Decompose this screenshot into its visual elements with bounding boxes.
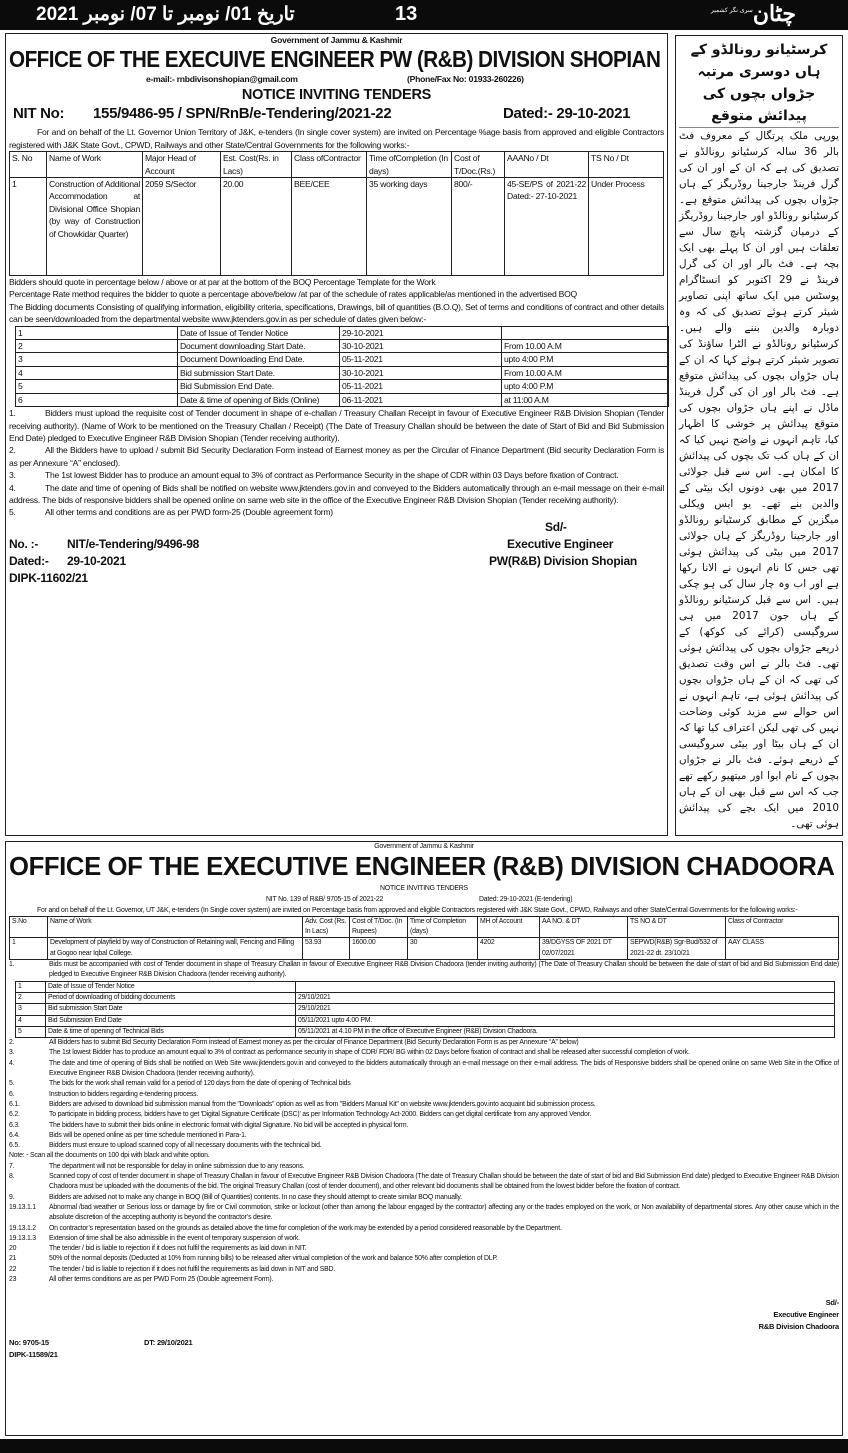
schedule-cell: 5 — [16, 1026, 46, 1037]
table-cell: 4202 — [478, 938, 540, 960]
schedule-cell: 30-10-2021 — [340, 340, 502, 353]
condition-text: Bidders must upload the requisite cost of Tender document in shape of e-challan / Treasury Challan Receipt in favour of Executive Engineer R&B Division Shopian (Tender receiving authority). (Name of Work to be mentioned on the Treasury Challan / Receipt) (The Date of Treasury Challan should be between the date of Start of Bid and Bid Submission End Date) pledged to Executive Engineer R&B Division Shopian (Tender receiving authority). — [9, 408, 664, 443]
top-section — [0, 33, 848, 836]
condition-number: 9. — [9, 1193, 15, 1201]
schedule-cell: 29/10/2021 — [296, 992, 835, 1003]
conditions-list — [9, 407, 664, 519]
column-header: Name of Work — [48, 916, 303, 938]
condition-text: Scanned copy of cost of tender document in shape of Treasury Challan in favour of Executive Engineer R&B Division Chadoora (The date of Treasury Challan should be between the date of start of bid and Bid Submission End date) pledged to Executive Engineer R&B Division Chadoora must be uploaded with the documents of the bid. The original Treasury Challan (cost of tender document), and other relevant bid documents shall be obtained from the lowest bidder before the fixation of contract. — [49, 1173, 839, 1191]
condition-item — [9, 1100, 839, 1110]
condition-text: The bids for the work shall remain valid for a period of 120 days from the date of opening of Technical bids — [49, 1080, 351, 1088]
schedule-cell: From 10.00 A.M — [502, 366, 669, 379]
column-header: Major Head of Account — [143, 152, 221, 178]
schedule-cell: 05/11/2021 at 4.10 PM in the office of Executive Engineer (R&B) Division Chadoora. — [296, 1026, 835, 1037]
nit-date: Dated: 29-10-2021 (E-tendering) — [479, 895, 573, 903]
schedule-cell: 5 — [16, 380, 178, 393]
schedule-table — [15, 326, 669, 407]
schedule-cell: Document Downloading End Date. — [178, 353, 340, 366]
condition-item — [9, 1162, 839, 1172]
column-header: TS No / Dt — [589, 152, 664, 178]
nit-label: NIT No: — [13, 105, 65, 123]
notice-title: OFFICE OF THE EXECUIVE ENGINEER PW (R&B) DIVISION SHOPIAN — [9, 46, 661, 73]
intro-paragraph: For and on behalf of the Lt. Governor Union Territory of J&K, e-tenders (In single cover system) are invited on Percentage %age basis from approved and eligible Contractors registered with J&K State Govt., CPWD, Railways and other State/Central Governments for the following works:- — [9, 127, 664, 150]
condition-text: The tender / bid is liable to rejection if it does not fulfil the requirements as laid down in NIT. — [49, 1245, 307, 1253]
condition-item — [9, 960, 839, 981]
conditions-list — [9, 1038, 839, 1285]
table-cell: 1 — [10, 178, 47, 276]
schedule-row — [16, 353, 669, 366]
condition-item — [9, 1172, 839, 1193]
ref-no: NIT/e-Tendering/9496-98 — [67, 536, 200, 551]
masthead-date: تاریخ 01/ نومبر تا 07/ نومبر 2021 — [36, 4, 295, 25]
condition-item — [9, 1193, 839, 1203]
schedule-cell: 6 — [16, 393, 178, 406]
table-cell: 45-SE/PS of 2021-22 Dated:- 27-10-2021 — [505, 178, 589, 276]
table-cell: 35 working days — [367, 178, 452, 276]
schedule-cell: From 10.00 A.M — [502, 340, 669, 353]
column-header: MH of Account — [478, 916, 540, 938]
schedule-row — [16, 992, 835, 1003]
condition-item — [9, 1110, 839, 1120]
news-headline: کرسٹیانو رونالڈو کے ہاں دوسری مرتبہ جڑواں بچوں کی پیدائش متوقع — [679, 39, 839, 128]
logo-tagline: سری نگر کشمیر — [710, 7, 753, 14]
table-cell: Development of playfield by way of Construction of Retaining wall, Fencing and Filling at Gogoo near Iqbal College. — [48, 938, 303, 960]
condition-item — [9, 506, 664, 518]
schedule-row — [16, 340, 669, 353]
dipk-number: DIPK-11602/21 — [9, 570, 88, 585]
column-header: Name of Work — [47, 152, 143, 178]
condition-text: Bids must be accompanied with cost of Tender document in shape of Treasury Challan in favour of Executive Engineer R&B Division Chadoora (tender inviting authority) (The Date of Treasury Challan should be between the date of start of bid and Bid Submission End date) pledged to Executive Engineer R&B Division Chadoora (tender receiving authority). — [49, 961, 839, 979]
schedule-cell: 05-11-2021 — [340, 353, 502, 366]
schedule-cell: 05-11-2021 — [340, 380, 502, 393]
works-table — [9, 916, 839, 960]
table-cell: 1600.00 — [350, 938, 408, 960]
intro-paragraph: For and on behalf of the Lt. Governor, UT J&K, e-tenders (In Single cover system) are invited on Percentage basis from approved and eligible Contractors registered with J&K State Govt., CPWD, Railways and other State/Central Governments for the following works:- — [37, 906, 798, 914]
condition-text: The bidders have to submit their bids online in electronic format with digital Signature. No bid will be accepted in physical form. — [49, 1121, 409, 1129]
column-header: AA NO. & DT — [540, 916, 628, 938]
schedule-cell: 2 — [16, 992, 46, 1003]
schedule-cell: 2 — [16, 340, 178, 353]
condition-item — [9, 1265, 839, 1275]
condition-text: The 1st lowest Bidder has to produce an amount equal to 3% of contract as Performance Security in the shape of CDR within 03 Days before fixation of Contract. — [45, 470, 619, 481]
government-label: Government of Jammu & Kashmir — [270, 35, 403, 45]
condition-number: 5. — [9, 507, 16, 518]
schedule-row — [16, 1026, 835, 1037]
condition-number: 1. — [9, 961, 15, 969]
schedule-cell: Document downloading Start Date. — [178, 340, 340, 353]
rate-method-note: Percentage Rate method requires the bidder to quote a percentage above/below /at par of the schedule of rates applicable/as mentioned in the advertised BOQ — [9, 289, 577, 300]
table-cell: Under Process — [589, 178, 664, 276]
nit-date: Dated:- 29-10-2021 — [503, 105, 631, 123]
schedule-cell — [296, 981, 835, 992]
condition-number: 19.13.1.1 — [9, 1203, 36, 1211]
condition-number: 19.13.1.3 — [9, 1234, 36, 1242]
newspaper-logo — [710, 1, 796, 27]
schedule-row — [16, 1015, 835, 1026]
column-header: Cost of T/Doc.(Rs.) — [452, 152, 505, 178]
schedule-cell: Date of Issue of Tender Notice — [178, 326, 340, 339]
schedule-cell: upto 4:00 P.M — [502, 380, 669, 393]
condition-number: 6. — [9, 1090, 15, 1098]
condition-item — [9, 1048, 839, 1058]
condition-number: 6.3. — [9, 1121, 20, 1129]
table-cell: BEE/CEE — [292, 178, 367, 276]
condition-item — [9, 444, 664, 469]
condition-text: The department will not be responsible for delay in online submission due to any reasons. — [49, 1162, 305, 1170]
column-header: Time of Completion (days) — [408, 916, 478, 938]
condition-number: 2. — [9, 1039, 15, 1047]
column-header: S.No — [10, 916, 48, 938]
condition-text: The date and time of opening of Bids shall be notified on Web Site www.jktenders.gov.in and conveyed to the bidders automatically through an e-mail message on their e-mail address. The bids of Responsive bidders shall be opened online on same Web Site in the Office of Executive Engineer R&B Division Chadoora (tender receiving authority). — [49, 1059, 839, 1078]
column-header: Est. Cost(Rs. in Lacs) — [221, 152, 292, 178]
schedule-cell: 29-10-2021 — [340, 326, 502, 339]
signatory-title: Executive Engineer — [507, 536, 614, 551]
works-table — [9, 151, 664, 276]
column-header: Cost of T/Doc. (In Rupees) — [350, 916, 408, 938]
condition-number: 2. — [9, 445, 16, 456]
signatory-office: R&B Division Chadoora — [758, 1322, 839, 1332]
sd-label: Sd/- — [545, 519, 567, 534]
schedule-row — [16, 326, 669, 339]
ref-date: DT: 29/10/2021 — [144, 1338, 193, 1348]
condition-text: Bidders are advised not to make any change in BOQ (Bill of Quantities) contents. In no case they should attempt to create similar BOQ manually. — [49, 1193, 462, 1201]
condition-item — [9, 482, 664, 507]
schedule-cell: 30-10-2021 — [340, 366, 502, 379]
condition-number: 1. — [9, 408, 16, 419]
condition-text: The date and time of opening of Bids shall be notified on website www.jktenders.gov.in and conveyed to the Bidders automatically through an e-mail message on their e-mail address. The bids of responsive bidders shall be opened online on same web site in the office of the Executive Engineer R&B Division Shopian (Tender receiving authority). — [9, 482, 664, 505]
schedule-cell: Bid Submission End Date — [46, 1015, 296, 1026]
condition-item — [9, 469, 664, 481]
table-cell: 20.00 — [221, 178, 292, 276]
column-header: TS NO & DT — [628, 916, 726, 938]
ref-no: No: 9705-15 — [9, 1338, 49, 1348]
condition-text: On contractor’s representation based on the grounds as detailed above the time for completion of the work may be extended by a period considered reasonable by the Department. — [49, 1224, 562, 1232]
contact-phone: (Phone/Fax No: 01933-260226) — [407, 74, 524, 85]
schedule-cell: Date & time of opening of Technical Bids — [46, 1026, 296, 1037]
condition-text: All other terms conditions are as per PWD Form 25 (Double agreement Form). — [49, 1275, 274, 1283]
table-row — [10, 938, 839, 960]
condition-number: 4. — [9, 1059, 15, 1067]
table-cell: 30 — [408, 938, 478, 960]
schedule-cell: 1 — [16, 981, 46, 992]
schedule-cell: 4 — [16, 366, 178, 379]
condition-number: 20 — [9, 1245, 17, 1253]
logo-text: چٹان — [752, 1, 796, 27]
condition-text: Extension of time shall be also admissible in the event of temporary suspension of work. — [49, 1234, 300, 1242]
page-footer-bar — [0, 1439, 848, 1453]
schedule-cell: 06-11-2021 — [340, 393, 502, 406]
notice-heading: NOTICE INVITING TENDERS — [241, 87, 432, 104]
table-cell: 2059 S/Sector — [143, 178, 221, 276]
condition-item — [9, 1203, 839, 1224]
column-header: S. No — [10, 152, 47, 178]
condition-text: Abnormal /bad weather or Serious loss or damage by fire or Civil commotion, strike or lockout (other than among the labour engaged by the contractor) affecting any or the trades employed on the work, or Non availability of departmental stores. Any other cause which in the absolute discretion of the accepting authority is beyond the contractor’s desire. — [49, 1203, 839, 1222]
condition-number: 6.4. — [9, 1131, 20, 1139]
condition-text: 50% of the normal deposits (Deducted at 10% from running bills) to be released after virtual completion of the work and balance 50% after completion of DLP. — [49, 1255, 498, 1263]
condition-item — [9, 1224, 839, 1234]
condition-number: 22 — [9, 1265, 17, 1273]
schedule-cell: 3 — [16, 353, 178, 366]
condition-number: 6.1. — [9, 1100, 20, 1108]
schedule-cell: 1 — [16, 326, 178, 339]
condition-item — [9, 407, 664, 444]
condition-number: 6.5. — [9, 1142, 20, 1150]
condition-item — [9, 1131, 839, 1141]
notice-heading: NOTICE INVITING TENDERS — [380, 885, 468, 893]
condition-text: To participate in bidding process, bidders have to get 'Digital Signature Certificate (DSC)' as per Information Technology Act-2000. Bidders can get digital certificate from any approved Vendor. — [49, 1111, 592, 1119]
condition-number: 8. — [9, 1173, 15, 1181]
bidding-documents-note: The Bidding documents Consisting of qualifying information, eligibility criteria, specifications, Drawings, bill of quantities (B.O.Q), Set of terms and conditions of contract and other details can be seen/downloaded from the departmental website www.jktenders.gov.in as per schedule of dates given below:- — [9, 301, 664, 325]
condition-number: 21 — [9, 1255, 17, 1263]
condition-text: All Bidders has to submit Bid Security Declaration Form instead of Earnest money as per the circular of Finance Department (Bid Security Declaration Form is as per Annexure “A” below) — [49, 1039, 579, 1047]
contact-email: e-mail:- rnbdivisonshopian@gmail.com — [146, 74, 298, 85]
schedule-cell: at 11:00 A.M — [502, 393, 669, 406]
condition-item — [9, 1141, 839, 1151]
signatory-title: Executive Engineer — [773, 1310, 839, 1320]
condition-number: 7. — [9, 1162, 15, 1170]
condition-number: 3. — [9, 1049, 15, 1057]
condition-text: Bidders must ensure to upload scanned copy of all necessary documents with the technical bid. — [49, 1142, 322, 1150]
condition-item — [9, 1121, 839, 1131]
signature-block — [9, 1285, 839, 1365]
condition-number: 5. — [9, 1080, 15, 1088]
table-cell: AAY CLASS — [726, 938, 839, 960]
condition-text: Instruction to bidders regarding e-tendering process. — [49, 1090, 199, 1098]
newspaper-masthead — [0, 0, 848, 30]
schedule-table — [15, 981, 835, 1038]
condition-text: All the Bidders have to upload / submit Bid Security Declaration Form instead of Earnest money as per the Circular of Finance Department (Bid security Declaration Form is as per Annexure “A” enclosed). — [9, 445, 664, 468]
column-header: Time ofCompletion (In days) — [367, 152, 452, 178]
condition-item — [9, 1244, 839, 1254]
table-cell: Construction of Additional Accommodation at Divisional Office Shopian (by way of Construction of Chowkidar Quarter) — [47, 178, 143, 276]
ref-dated-label: Dated:- — [9, 553, 49, 568]
schedule-cell: 4 — [16, 1015, 46, 1026]
condition-item — [9, 1151, 839, 1161]
condition-text: The tender / bid is liable to rejection if it does not fulfil the requirements as laid down in NIT and SBD. — [49, 1265, 336, 1273]
table-cell: 1 — [10, 938, 48, 960]
schedule-cell: Period of downloading of bidding documents — [46, 992, 296, 1003]
condition-text: All other terms and conditions are as per PWD form-25 (Double agreement form) — [45, 507, 333, 518]
schedule-cell: 05/11/2021 upto 4.00 PM. — [296, 1015, 835, 1026]
ref-no-label: No. :- — [9, 536, 39, 551]
column-header: Adv. Cost (Rs. In Lacs) — [303, 916, 350, 938]
column-header: Class ofContractor — [292, 152, 367, 178]
condition-text: Bidders are advised to download bid submission manual from the "Downloads" option as well as from "Bidders Manual Kit" on website www.jktenders.gov.into acquaint bid submission process. — [49, 1100, 596, 1108]
signature-block — [9, 519, 664, 599]
condition-number: 4. — [9, 482, 16, 493]
condition-number: 19.13.1.2 — [9, 1224, 36, 1232]
schedule-cell: Bid submission Start Date. — [178, 366, 340, 379]
urdu-news-column — [675, 35, 843, 836]
table-cell: 800/- — [452, 178, 505, 276]
schedule-row — [16, 380, 669, 393]
sd-label: Sd/- — [825, 1298, 839, 1308]
schedule-row — [16, 393, 669, 406]
government-label: Government of Jammu & Kashmir — [374, 843, 474, 850]
nit-number: 155/9486-95 / SPN/RnB/e-Tendering/2021-22 — [93, 105, 392, 123]
page-number: 13 — [395, 3, 418, 25]
table-cell: SEPWD(R&B) Sgr-Bud/532 of 2021-22 dt. 23/10/21 — [628, 938, 726, 960]
notice-title: OFFICE OF THE EXECUTIVE ENGINEER (R&B) DIVISION CHADOORA — [9, 851, 835, 882]
condition-item — [9, 1234, 839, 1244]
condition-number: 6.2. — [9, 1111, 20, 1119]
table-row — [10, 178, 664, 276]
table-cell: 39/DGYSS OF 2021 DT 02/07/2021 — [540, 938, 628, 960]
quote-instruction: Bidders should quote in percentage below / above or at par at the bottom of the BOQ Percentage Template for the Work — [9, 277, 436, 288]
condition-item — [9, 1275, 839, 1285]
schedule-cell: Date of Issue of Tender Notice — [46, 981, 296, 992]
news-body: یورپی ملک پرتگال کے معروف فٹ بالر 36 سالہ کرسٹیانو رونالڈو نے تصدیق کی ہے کہ ان کے اور ان کی گرل فرینڈ جارجینا روڈریگز کے ہاں جڑواں بچوں کی پیدائش متوقع ہے۔ کرسٹیانو رونالڈو اور جارجینا روڈریگز کے درمیان گزشتہ پانچ سال سے تعلقات ہیں اور ان کا پہلے بھی ایک بچہ ہے۔ فٹ بالر اور ان کی گرل فرینڈ نے 29 اکتوبر کو انسٹاگرام پوسٹس میں ایک ساتھ اپنی تصاویر شیئر کرتے ہوئے تصدیق کی کہ وہ دوبارہ والدین بننے والے ہیں۔ کرسٹیانو رونالڈو نے الٹرا ساؤنڈ کی تصویر شیئر کرتے ہوئے کہا کہ ان کے ہاں جڑواں بچوں کی پیدائش متوقع ہے۔ فٹ بالر اور ان کی گرل فرینڈ ماڈل نے اپنے ہاں جڑواں بچوں کی متوقع پیدائش پر خوشی کا اظہار کیا، تاہم انہوں نے واضح نہیں کیا کہ ان کے ہاں کب تک بچوں کی پیدائش کا امکان ہے۔ اس سے قبل جولائی 2017 میں بھی دونوں ایک بیٹی کے والدین بنے تھے۔ یو ایس ویکلی میگزین کے مطابق کرسٹیانو رونالڈو اور جارجینا روڈریگز کے ہاں جولائی 2017 میں بیٹی کی پیدائش ہوئی تھی جس کا نام انہوں نے الانا رکھا ہے اور اب وہ چار سال کی ہو چکی ہیں۔ اس سے قبل کرسٹیانو رونالڈو کے ہاں جون 2017 میں ہی سروگیسی (کرائے کی کوکھ) کے ذریعے جڑواں بچوں کی پیدائش ہوئی تھی۔ فٹ بالر نے اس وقت تصدیق کی تھی کہ ان کے ہاں جڑواں بچوں کی پیدائش ہوئی ہے، تاہم انہوں نے اس حوالے سے مزید کوئی وضاحت نہیں کی تھی لیکن اعتراف کیا تھا کہ ان کے ہاں بیٹا اور بیٹی سروگیسی کے ذریعے ہوئے۔ فٹ بالر نے جڑواں بچوں کے نام ایوا اور میتھیو رکھے تھے جب کہ اس سے قبل بھی ان کے ہاں 2010 میں ایک بچے کی پیدائش ہوئی تھی۔ — [679, 130, 839, 830]
condition-item — [9, 1090, 839, 1100]
schedule-cell: Date & time of opening of Bids (Online) — [178, 393, 340, 406]
nit-number: NIT No. 139 of R&B/ 9705-15 of 2021-22 — [266, 895, 384, 903]
schedule-cell — [502, 326, 669, 339]
condition-item — [9, 1059, 839, 1080]
schedule-cell: 3 — [16, 1004, 46, 1015]
dipk-number: DIPK-11589/21 — [9, 1350, 58, 1360]
schedule-row — [16, 1004, 835, 1015]
condition-item — [9, 1079, 839, 1089]
schedule-row — [16, 981, 835, 992]
condition-text: Bids will be opened online as per time schedule mentioned in Para-1. — [49, 1131, 247, 1139]
condition-text: Note: - Scan all the documents on 100 dpi with black and white option. — [9, 1152, 210, 1160]
schedule-cell: 29/10/2021 — [296, 1004, 835, 1015]
schedule-cell: upto 4:00 P.M — [502, 353, 669, 366]
condition-item — [9, 1038, 839, 1048]
schedule-cell: Bid Submission End Date. — [178, 380, 340, 393]
schedule-row — [16, 366, 669, 379]
condition-number: 3. — [9, 470, 16, 481]
condition-text: The 1st lowest Bidder has to produce an amount equal to 3% of contract as performance security in shape of CDR/ FDR/ BG within 02 Days before fixation of contract and shall be released after successful completion of work. — [49, 1049, 690, 1057]
table-cell: 53.93 — [303, 938, 350, 960]
column-header: AAANo / Dt — [505, 152, 589, 178]
chadoora-tender-notice — [5, 841, 843, 1436]
shopian-tender-notice — [5, 33, 668, 836]
signatory-office: PW(R&B) Division Shopian — [489, 553, 637, 568]
condition-item — [9, 1254, 839, 1264]
condition-number: 23 — [9, 1275, 17, 1283]
column-header: Class of Contractor — [726, 916, 839, 938]
schedule-cell: Bid submission Start Date — [46, 1004, 296, 1015]
ref-dated: 29-10-2021 — [67, 553, 126, 568]
